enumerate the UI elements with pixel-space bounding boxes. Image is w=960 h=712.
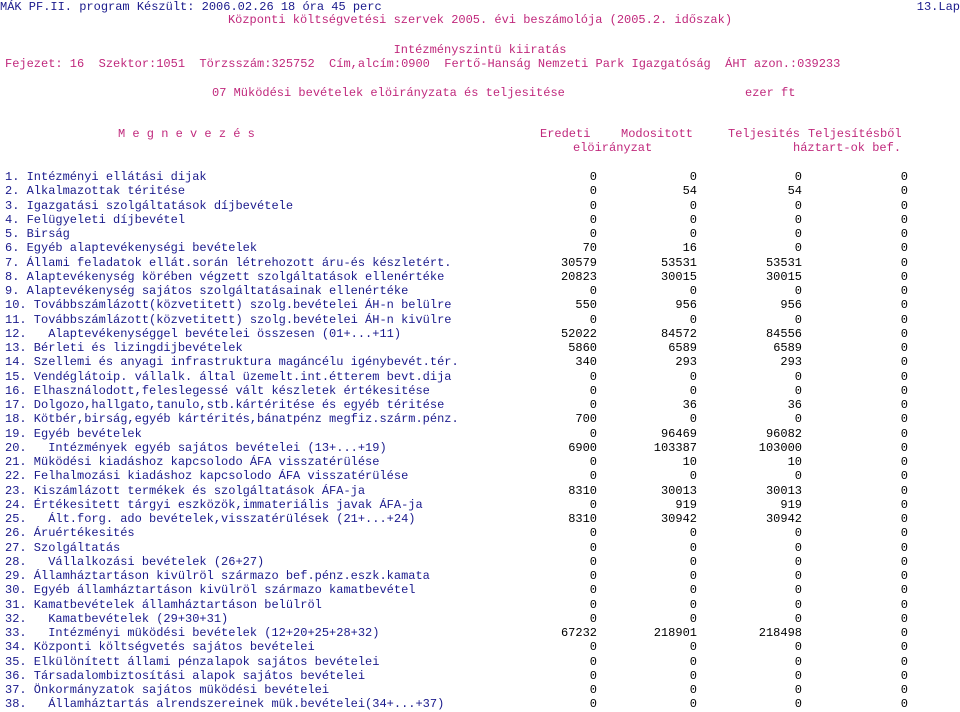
table-row <box>0 512 960 526</box>
row-label: 5. Birság <box>5 227 70 241</box>
actual-cell: 0 <box>794 640 802 655</box>
actual-cell: 0 <box>794 540 802 555</box>
actual-households-cell: 0 <box>900 554 908 569</box>
actual-cell: 0 <box>794 554 802 569</box>
actual-cell: 30942 <box>765 512 802 526</box>
actual-households-cell: 0 <box>900 212 908 227</box>
actual-households-cell: 0 <box>900 326 908 341</box>
table-row <box>0 569 960 583</box>
modified-estimate-cell: 0 <box>689 526 697 541</box>
modified-estimate-cell: 0 <box>689 198 697 213</box>
modified-estimate-cell: 218901 <box>653 626 697 640</box>
report-title: Központi költségvetési szervek 2005. évi beszámolója (2005.2. időszak) <box>227 13 733 27</box>
actual-households-cell: 0 <box>900 611 908 626</box>
row-label: 10. Továbbszámlázott(közvetitett) szolg.bevételei ÁH-n belülre <box>5 298 452 313</box>
row-label: 7. Állami feladatok ellát.során létrehozott áru-és készletért. <box>5 255 452 270</box>
original-estimate-cell: 52022 <box>560 326 597 341</box>
modified-estimate-cell: 0 <box>689 227 697 241</box>
column-header-name: M e g n e v e z é s <box>118 127 255 141</box>
actual-households-cell: 0 <box>900 312 908 327</box>
table-row <box>0 669 960 683</box>
original-estimate-cell: 0 <box>589 640 597 655</box>
original-estimate-cell: 0 <box>589 284 597 298</box>
actual-households-cell: 0 <box>900 469 908 484</box>
modified-estimate-cell: 0 <box>689 170 697 184</box>
original-estimate-cell: 550 <box>575 298 597 313</box>
table-row <box>0 697 960 711</box>
original-estimate-cell: 0 <box>589 683 597 697</box>
row-label: 13. Bérleti és lizingdijbevételek <box>5 341 243 355</box>
table-row <box>0 298 960 312</box>
actual-households-cell: 0 <box>900 298 908 313</box>
table-row <box>0 626 960 640</box>
modified-estimate-cell: 0 <box>689 640 697 655</box>
table-row <box>0 655 960 669</box>
report-subtitle: Intézményszintü kiiratás <box>393 43 567 57</box>
row-label: 36. Társadalombiztosítási alapok sajátos bevételei <box>5 668 366 683</box>
original-estimate-cell: 0 <box>589 312 597 327</box>
modified-estimate-cell: 0 <box>689 540 697 555</box>
actual-households-cell: 0 <box>900 341 908 355</box>
modified-estimate-cell: 0 <box>689 668 697 683</box>
actual-cell: 0 <box>794 583 802 598</box>
actual-households-cell: 0 <box>900 483 908 498</box>
actual-cell: 0 <box>794 198 802 213</box>
actual-cell: 0 <box>794 697 802 712</box>
modified-estimate-cell: 0 <box>689 369 697 384</box>
modified-estimate-cell: 0 <box>689 412 697 427</box>
actual-cell: 0 <box>794 212 802 227</box>
actual-households-cell: 0 <box>900 241 908 256</box>
original-estimate-cell: 0 <box>589 170 597 184</box>
row-label: 4. Felügyeleti díjbevétel <box>5 212 186 227</box>
actual-cell: 0 <box>794 284 802 298</box>
actual-cell: 0 <box>794 597 802 612</box>
original-estimate-cell: 30579 <box>560 255 597 270</box>
original-estimate-cell: 0 <box>589 455 597 469</box>
actual-households-cell: 0 <box>900 526 908 541</box>
table-row <box>0 469 960 483</box>
actual-cell: 0 <box>794 654 802 669</box>
actual-households-cell: 0 <box>900 697 908 712</box>
actual-cell: 6589 <box>773 341 802 355</box>
actual-cell: 293 <box>780 355 802 370</box>
actual-cell: 0 <box>794 241 802 256</box>
actual-cell: 919 <box>780 497 802 512</box>
actual-cell: 30015 <box>765 269 802 284</box>
modified-estimate-cell: 0 <box>689 312 697 327</box>
original-estimate-cell: 20823 <box>560 269 597 284</box>
table-row <box>0 398 960 412</box>
actual-cell: 84556 <box>765 326 802 341</box>
actual-cell: 956 <box>780 298 802 313</box>
row-label: 29. Államháztartáson kivülröl származo bef.pénz.eszk.kamata <box>5 569 430 583</box>
original-estimate-cell: 0 <box>589 611 597 626</box>
actual-cell: 0 <box>794 383 802 398</box>
row-label: 28. Vállalkozási bevételek (26+27) <box>5 554 265 569</box>
actual-cell: 0 <box>794 668 802 683</box>
original-estimate-cell: 0 <box>589 426 597 441</box>
unit-label: ezer ft <box>745 86 796 100</box>
modified-estimate-cell: 0 <box>689 469 697 484</box>
actual-cell: 54 <box>787 184 802 199</box>
column-header-actual: Teljesités <box>728 127 801 141</box>
row-label: 17. Dolgozo,hallgato,tanulo,stb.kártéritése és egyéb téritése <box>5 398 445 412</box>
original-estimate-cell: 0 <box>589 697 597 712</box>
table-row <box>0 484 960 498</box>
original-estimate-cell: 0 <box>589 383 597 398</box>
actual-cell: 36 <box>787 398 802 412</box>
section-title: 07 Müködési bevételek elöirányzata és teljesitése <box>212 86 565 100</box>
table-row <box>0 341 960 355</box>
actual-households-cell: 0 <box>900 369 908 384</box>
original-estimate-cell: 700 <box>575 412 597 427</box>
actual-households-cell: 0 <box>900 440 908 455</box>
actual-households-cell: 0 <box>900 198 908 213</box>
table-row <box>0 355 960 369</box>
original-estimate-cell: 0 <box>589 597 597 612</box>
row-label: 30. Egyéb államháztartáson kivülröl származo kamatbevétel <box>5 583 416 598</box>
modified-estimate-cell: 293 <box>675 355 697 370</box>
modified-estimate-cell: 84572 <box>660 326 697 341</box>
modified-estimate-cell: 0 <box>689 683 697 697</box>
row-label: 26. Áruértékesités <box>5 526 135 541</box>
original-estimate-cell: 70 <box>582 241 597 256</box>
actual-cell: 0 <box>794 369 802 384</box>
table-row <box>0 541 960 555</box>
modified-estimate-cell: 6589 <box>668 341 697 355</box>
row-label: 23. Kiszámlázott termékek és szolgáltatások ÁFA-ja <box>5 483 366 498</box>
original-estimate-cell: 0 <box>589 569 597 583</box>
actual-cell: 0 <box>794 526 802 541</box>
actual-cell: 0 <box>794 683 802 697</box>
row-label: 21. Müködési kiadáshoz kapcsolodo ÁFA visszatérülése <box>5 455 380 469</box>
generated-info: MÁK PF.II. program Készült: 2006.02.26 18 óra 45 perc <box>0 0 382 14</box>
modified-estimate-cell: 30013 <box>660 483 697 498</box>
row-label: 18. Kötbér,birság,egyéb kártérités,bánatpénz megfiz.szárm.pénz. <box>5 412 459 427</box>
actual-households-cell: 0 <box>900 597 908 612</box>
table-row <box>0 555 960 569</box>
table-row <box>0 683 960 697</box>
column-header-actual-from: Teljesítésből <box>808 127 902 141</box>
original-estimate-cell: 0 <box>589 540 597 555</box>
column-header-original-sub: elöirányzat <box>573 141 653 155</box>
institution-info: Fejezet: 16 Szektor:1051 Törzsszám:325752 Cím,alcím:0900 Fertő-Hanság Nemzeti Park Igazgatóság ÁHT azon.:039233 <box>5 57 841 71</box>
original-estimate-cell: 0 <box>589 369 597 384</box>
actual-households-cell: 0 <box>900 170 908 184</box>
original-estimate-cell: 0 <box>589 469 597 484</box>
modified-estimate-cell: 919 <box>675 497 697 512</box>
row-label: 3. Igazgatási szolgáltatások díjbevétele <box>5 198 294 213</box>
row-label: 12. Alaptevékenységgel bevételei összesen (01+...+11) <box>5 326 402 341</box>
table-row <box>0 313 960 327</box>
column-header-modified: Modositott <box>621 127 694 141</box>
actual-cell: 0 <box>794 227 802 241</box>
table-row <box>0 241 960 255</box>
modified-estimate-cell: 30942 <box>660 512 697 526</box>
modified-estimate-cell: 0 <box>689 284 697 298</box>
row-label: 11. Továbbszámlázott(közvetitett) szolg.bevételei ÁH-n kivülre <box>5 312 452 327</box>
actual-households-cell: 0 <box>900 398 908 412</box>
original-estimate-cell: 0 <box>589 654 597 669</box>
modified-estimate-cell: 0 <box>689 554 697 569</box>
actual-cell: 0 <box>794 412 802 427</box>
actual-households-cell: 0 <box>900 269 908 284</box>
modified-estimate-cell: 0 <box>689 583 697 598</box>
row-label: 16. Elhasználodott,feleslegessé vált készletek értékesitése <box>5 383 430 398</box>
actual-cell: 96082 <box>765 426 802 441</box>
row-label: 25. Ált.forg. ado bevételek,visszatérülések (21+...+24) <box>5 512 416 526</box>
row-label: 6. Egyéb alaptevékenységi bevételek <box>5 241 258 256</box>
original-estimate-cell: 8310 <box>568 512 597 526</box>
original-estimate-cell: 0 <box>589 583 597 598</box>
actual-households-cell: 0 <box>900 455 908 469</box>
modified-estimate-cell: 0 <box>689 654 697 669</box>
table-row <box>0 412 960 426</box>
original-estimate-cell: 0 <box>589 227 597 241</box>
actual-households-cell: 0 <box>900 412 908 427</box>
row-label: 32. Kamatbevételek (29+30+31) <box>5 611 229 626</box>
row-label: 9. Alaptevékenység sajátos szolgáltatásainak ellenértéke <box>5 284 409 298</box>
row-label: 34. Központi költségvetés sajátos bevételei <box>5 640 315 655</box>
modified-estimate-cell: 956 <box>675 298 697 313</box>
modified-estimate-cell: 53531 <box>660 255 697 270</box>
column-header-original: Eredeti <box>540 127 591 141</box>
original-estimate-cell: 5860 <box>568 341 597 355</box>
actual-households-cell: 0 <box>900 284 908 298</box>
actual-households-cell: 0 <box>900 227 908 241</box>
row-label: 15. Vendéglátoip. vállalk. által üzemelt.int.étterem bevt.dija <box>5 369 452 384</box>
actual-households-cell: 0 <box>900 640 908 655</box>
actual-households-cell: 0 <box>900 668 908 683</box>
row-label: 33. Intézményi müködési bevételek (12+20+25+28+32) <box>5 626 380 640</box>
table-row <box>0 498 960 512</box>
modified-estimate-cell: 0 <box>689 383 697 398</box>
actual-cell: 0 <box>794 312 802 327</box>
data-table <box>0 170 960 712</box>
actual-cell: 0 <box>794 611 802 626</box>
table-row <box>0 370 960 384</box>
table-row <box>0 184 960 198</box>
modified-estimate-cell: 54 <box>682 184 697 199</box>
row-label: 35. Elkülönített állami pénzalapok sajátos bevételei <box>5 654 380 669</box>
row-label: 2. Alkalmazottak téritése <box>5 184 186 199</box>
table-row <box>0 427 960 441</box>
table-row <box>0 455 960 469</box>
modified-estimate-cell: 0 <box>689 611 697 626</box>
actual-households-cell: 0 <box>900 569 908 583</box>
row-label: 1. Intézményi ellátási dijak <box>5 170 207 184</box>
actual-cell: 0 <box>794 569 802 583</box>
original-estimate-cell: 0 <box>589 668 597 683</box>
page-number: 13.Lap <box>916 0 960 14</box>
table-row <box>0 227 960 241</box>
modified-estimate-cell: 36 <box>682 398 697 412</box>
modified-estimate-cell: 30015 <box>660 269 697 284</box>
table-row <box>0 384 960 398</box>
table-row <box>0 170 960 184</box>
actual-cell: 218498 <box>758 626 802 640</box>
original-estimate-cell: 0 <box>589 212 597 227</box>
modified-estimate-cell: 0 <box>689 212 697 227</box>
table-row <box>0 583 960 597</box>
table-row <box>0 327 960 341</box>
original-estimate-cell: 0 <box>589 526 597 541</box>
actual-households-cell: 0 <box>900 583 908 598</box>
actual-households-cell: 0 <box>900 497 908 512</box>
actual-households-cell: 0 <box>900 512 908 526</box>
actual-households-cell: 0 <box>900 355 908 370</box>
actual-cell: 53531 <box>765 255 802 270</box>
table-row <box>0 612 960 626</box>
row-label: 27. Szolgáltatás <box>5 540 121 555</box>
row-label: 20. Intézmények egyéb sajátos bevételei (13+...+19) <box>5 440 387 455</box>
original-estimate-cell: 6900 <box>568 440 597 455</box>
row-label: 8. Alaptevékenység körében végzett szolgáltatások ellenértéke <box>5 269 445 284</box>
actual-cell: 0 <box>794 469 802 484</box>
row-label: 14. Szellemi és anyagi infrastruktura magáncélu igénybevét.tér. <box>5 355 459 370</box>
actual-households-cell: 0 <box>900 626 908 640</box>
table-row <box>0 256 960 270</box>
table-row <box>0 199 960 213</box>
actual-cell: 10 <box>787 455 802 469</box>
modified-estimate-cell: 16 <box>682 241 697 256</box>
modified-estimate-cell: 0 <box>689 597 697 612</box>
modified-estimate-cell: 96469 <box>660 426 697 441</box>
actual-households-cell: 0 <box>900 426 908 441</box>
actual-cell: 30013 <box>765 483 802 498</box>
original-estimate-cell: 0 <box>589 554 597 569</box>
original-estimate-cell: 8310 <box>568 483 597 498</box>
row-label: 37. Önkormányzatok sajátos müködési bevételei <box>5 683 330 697</box>
original-estimate-cell: 0 <box>589 184 597 199</box>
modified-estimate-cell: 103387 <box>653 440 697 455</box>
modified-estimate-cell: 0 <box>689 569 697 583</box>
original-estimate-cell: 0 <box>589 398 597 412</box>
actual-cell: 0 <box>794 170 802 184</box>
table-row <box>0 284 960 298</box>
row-label: 19. Egyéb bevételek <box>5 426 142 441</box>
original-estimate-cell: 0 <box>589 198 597 213</box>
table-row <box>0 270 960 284</box>
actual-households-cell: 0 <box>900 255 908 270</box>
actual-households-cell: 0 <box>900 383 908 398</box>
row-label: 24. Értékesitett tárgyi eszközök,immateriális javak ÁFA-ja <box>5 497 423 512</box>
table-row <box>0 598 960 612</box>
table-row <box>0 526 960 540</box>
modified-estimate-cell: 10 <box>682 455 697 469</box>
modified-estimate-cell: 0 <box>689 697 697 712</box>
original-estimate-cell: 0 <box>589 497 597 512</box>
actual-households-cell: 0 <box>900 683 908 697</box>
row-label: 31. Kamatbevételek államháztartáson belülröl <box>5 597 322 612</box>
original-estimate-cell: 340 <box>575 355 597 370</box>
column-header-households: háztart-ok bef. <box>793 141 902 155</box>
table-row <box>0 640 960 654</box>
actual-households-cell: 0 <box>900 654 908 669</box>
table-row <box>0 441 960 455</box>
actual-cell: 103000 <box>758 440 802 455</box>
actual-households-cell: 0 <box>900 540 908 555</box>
row-label: 22. Felhalmozási kiadáshoz kapcsolodo ÁFA visszatérülése <box>5 469 409 484</box>
row-label: 38. Államháztartás alrendszereinek mük.bevételei(34+...+37) <box>5 697 445 712</box>
table-row <box>0 213 960 227</box>
original-estimate-cell: 67232 <box>560 626 597 640</box>
actual-households-cell: 0 <box>900 184 908 199</box>
